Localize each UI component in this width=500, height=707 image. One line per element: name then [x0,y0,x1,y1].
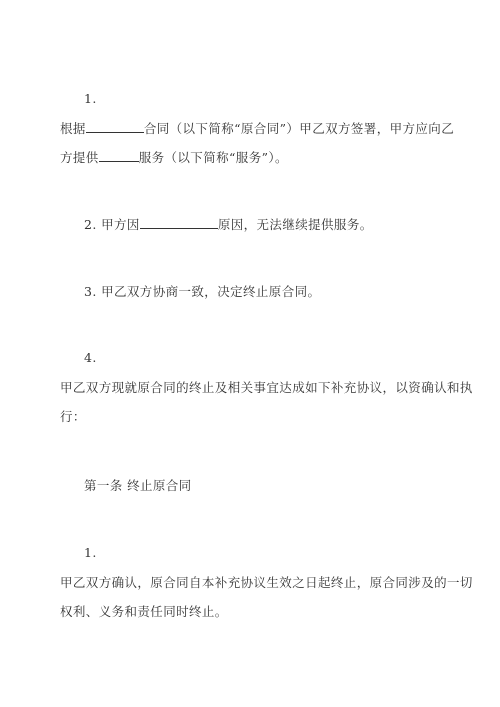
item-2-suffix: 原因，无法继续提供服务。 [217,217,373,232]
article-1-heading: 第一条 终止原合同 [84,478,192,493]
item-3-line: 3. 甲乙双方协商一致，决定终止原合同。 [84,284,321,299]
item-1-line-2 [60,150,288,166]
item-2-line [84,217,373,233]
item-1-text-b: 合同（以下简称“原合同”）甲乙双方签署，甲方应向乙 [143,121,455,136]
contract-name-blank [86,121,144,133]
item-1-text-c: 方提供 [60,150,99,165]
item-1-line-1 [60,121,454,137]
reason-blank [140,217,218,229]
item-4-line-2: 行： [60,409,86,424]
item-1-number: 1. [84,91,97,106]
article-1-item-1-line-2: 权利、义务和责任同时终止。 [60,604,228,619]
article-1-item-1-line-1: 甲乙双方确认，原合同自本补充协议生效之日起终止，原合同涉及的一切 [60,575,473,590]
article-1-item-1-number: 1. [84,545,97,560]
service-name-blank [99,150,139,162]
item-2-prefix: 2. 甲方因 [84,217,140,232]
item-4-line-1: 甲乙双方现就原合同的终止及相关事宜达成如下补充协议，以资确认和执 [60,380,473,395]
item-4-number: 4. [84,350,97,365]
item-1-text-a: 根据 [60,121,86,136]
item-1-text-d: 服务（以下简称“服务”）。 [138,150,288,165]
